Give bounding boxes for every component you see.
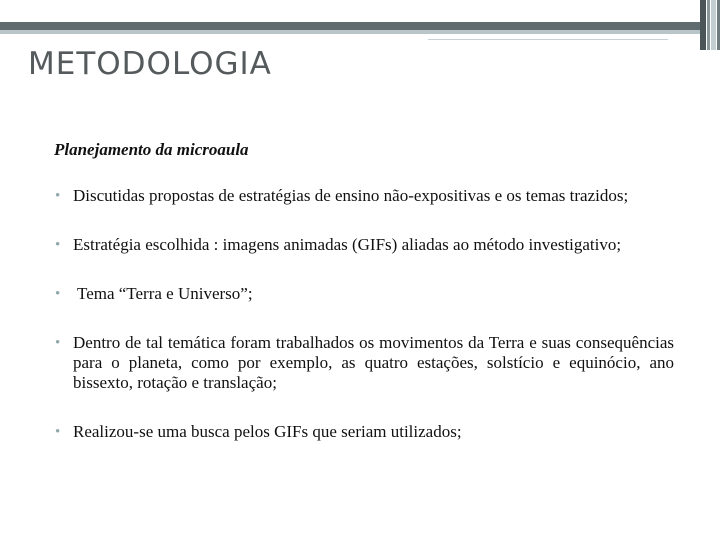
bullet-icon: • <box>55 424 61 440</box>
bullet-item <box>54 186 674 206</box>
bullet-icon: • <box>55 188 61 204</box>
bullet-text: Tema “Terra e Universo”; <box>77 284 253 303</box>
corner-decoration-bar <box>711 0 716 50</box>
bullet-icon: • <box>55 237 61 253</box>
bullet-item <box>54 422 674 442</box>
slide-title: METODOLOGIA <box>28 46 272 82</box>
bullet-icon: • <box>55 335 61 351</box>
corner-decoration-bar <box>700 0 706 50</box>
bullet-list <box>54 186 674 442</box>
header-thin-line <box>428 39 668 40</box>
bullet-item <box>54 333 674 393</box>
bullet-item <box>54 284 674 304</box>
header-band-light <box>0 30 700 34</box>
bullet-item <box>54 235 674 255</box>
bullet-text: Discutidas propostas de estratégias de ensino não-expositivas e os temas trazidos; <box>73 186 629 205</box>
header-band-dark <box>0 22 700 30</box>
corner-decoration-bar <box>707 0 710 50</box>
bullet-icon: • <box>55 286 61 302</box>
bullet-text: Dentro de tal temática foram trabalhados os movimentos da Terra e suas consequências para o planeta, como por exemplo, as quatro estações, solstício e equinócio, ano bissexto, rotação e translação; <box>73 333 674 392</box>
bullet-text: Realizou-se uma busca pelos GIFs que seriam utilizados; <box>73 422 462 441</box>
bullet-text: Estratégia escolhida : imagens animadas (GIFs) aliadas ao método investigativo; <box>73 235 622 254</box>
slide-subtitle: Planejamento da microaula <box>54 140 249 159</box>
